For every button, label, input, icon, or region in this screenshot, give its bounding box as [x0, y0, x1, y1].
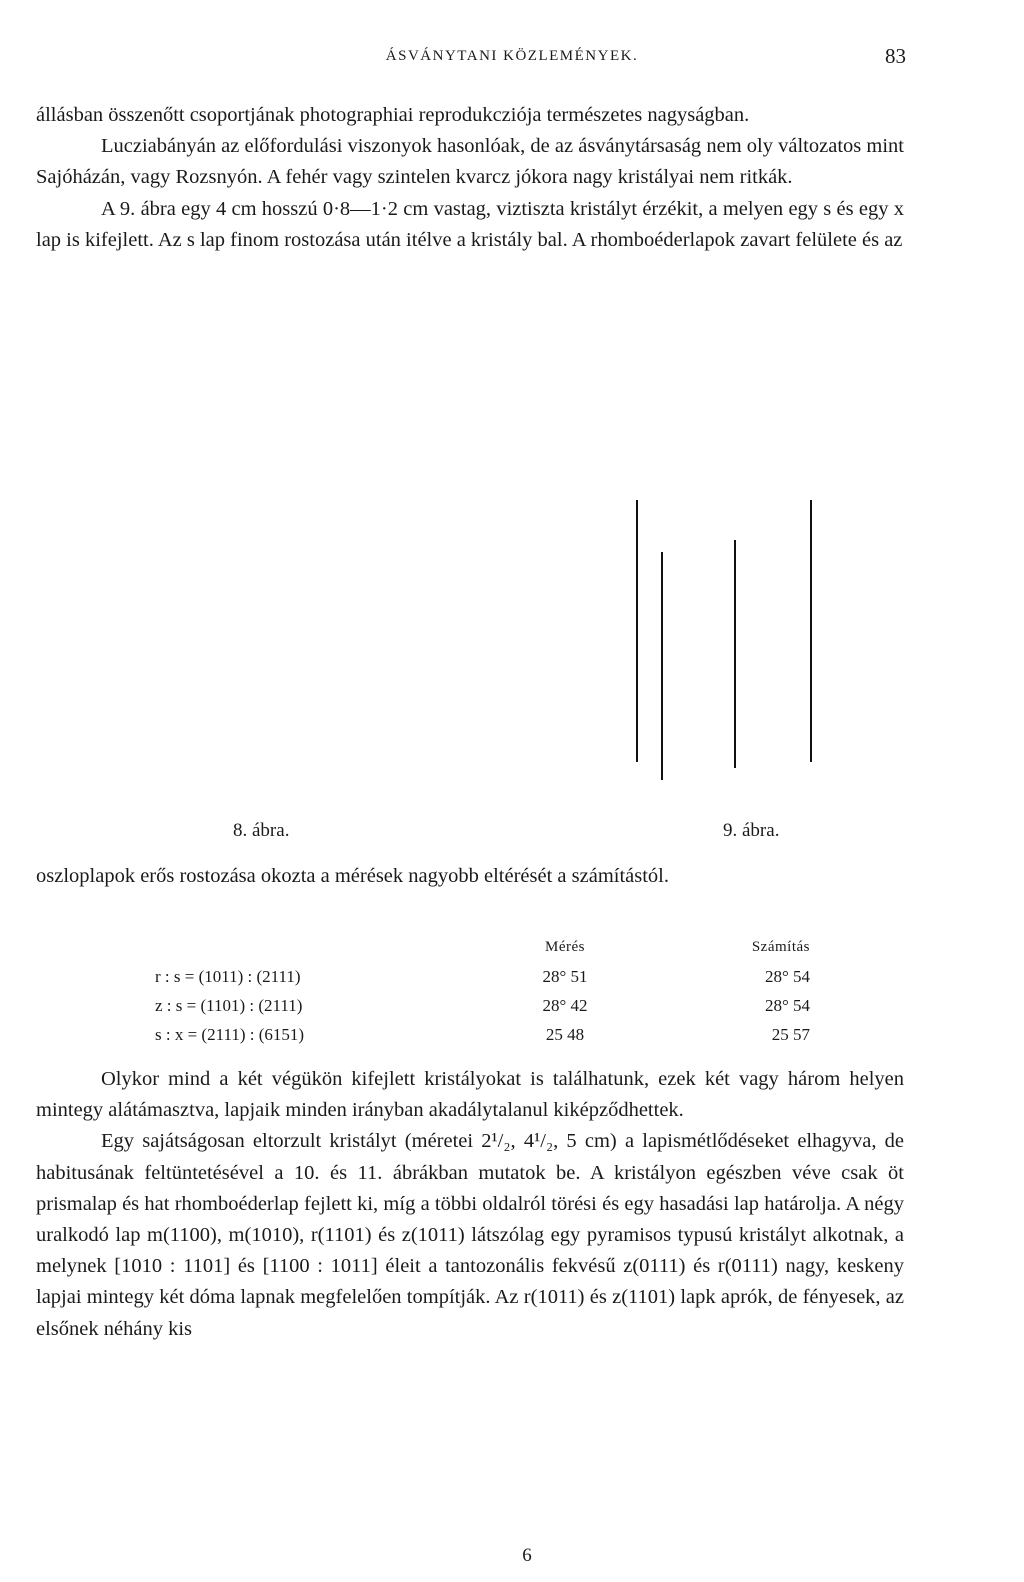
table-row [155, 991, 810, 1020]
table-header-row [155, 933, 810, 962]
table-cell-ratio: s : x = (2111) : (6151) [155, 1024, 305, 1044]
table-cell-meres: 28° 42 [542, 995, 588, 1015]
page-header [0, 42, 1024, 72]
crystal-edge-line [734, 540, 736, 768]
page-number: 83 [885, 44, 906, 68]
table-row [155, 1020, 810, 1049]
table-cell-ratio: r : s = (1011) : (2111) [155, 966, 301, 986]
table-cell-szamitas: 28° 54 [764, 966, 810, 986]
table-header-empty [155, 933, 490, 962]
paragraph: A 9. ábra egy 4 cm hosszú 0·8—1·2 cm vastag, viztiszta kristályt érzékit, a melyen egy s és egy x lap is kifejlett. Az s lap finom rostozása után itélve a kristály bal. A rhomboéderlapok zavart felülete és az [36, 197, 904, 251]
measurement-table [155, 933, 810, 1049]
table-header-szamitas: Számítás [751, 939, 810, 955]
table-row [155, 962, 810, 991]
crystal-edge-line [636, 500, 638, 762]
table-header-meres: Mérés [545, 939, 585, 955]
table-cell-szamitas: 28° 54 [764, 995, 810, 1015]
table-cell-meres: 25 48 [545, 1024, 585, 1044]
table-cell-ratio: z : s = (1101) : (2111) [155, 995, 303, 1015]
paragraph: Olykor mind a két végükön kifejlett kristályokat is találhatunk, ezek két vagy három helyen mintegy alátámasztva, lapjaik minden irányban akadálytalanul kiképződhettek. [36, 1068, 904, 1122]
crystal-edge-line [810, 500, 812, 762]
signature-mark: 6 [522, 1545, 532, 1566]
paragraph: Lucziabányán az előfordulási viszonyok hasonlóak, de az ásványtársaság nem oly változatos mint Sajóházán, vagy Rozsnyón. A fehér vagy szintelen kvarcz jókora nagy kristályai nem ritkák. [36, 135, 904, 189]
table-cell-szamitas: 25 57 [771, 1024, 810, 1044]
crystal-edge-line [661, 552, 663, 780]
table-cell-meres: 28° 51 [542, 966, 588, 986]
paragraph: Egy sajátságosan eltorzult kristályt (méretei 2¹/₂, 4¹/₂, 5 cm) a lapismétlődéseket elhagyva, de habitusának feltüntetésével a 10. és 11. ábrákban mutatok be. A kristályon egészben véve csak öt prismalap és hat rhomboéderlap fejlett ki, míg a többi oldalról törési és egy hasadási lap határolja. A négy uralkodó lap m(1100), m(1010), r(1101) és z(1011) látszólag egy pyramisos typusú kristályt alkotnak, a melynek [1010 : 1101] és [1100 : 1011] éleit a tantozonális fekvésű z(0111) és r(0111) nagy, keskeny lapjai mintegy két dóma lapnak megfelelően tompítják. Az r(1011) és z(1101) lapk aprók, de fényesek, az elsőnek néhány kis [36, 1130, 904, 1340]
paragraph: oszloplapok erős rostozása okozta a mérések nagyobb eltérését a számítástól. [36, 865, 669, 887]
running-title: ÁSVÁNYTANI KÖZLEMÉNYEK. [385, 48, 639, 64]
figure-9-caption: 9. ábra. [723, 820, 780, 841]
text-block-bottom [36, 1064, 904, 1345]
figure-8-caption: 8. ábra. [233, 820, 290, 841]
figures-area [0, 480, 1024, 840]
paragraph: állásban összenőtt csoportjának photographiai reprodukcziója természetes nagyságban. [36, 104, 750, 126]
text-block-middle [36, 861, 904, 892]
text-block-top [36, 100, 904, 256]
